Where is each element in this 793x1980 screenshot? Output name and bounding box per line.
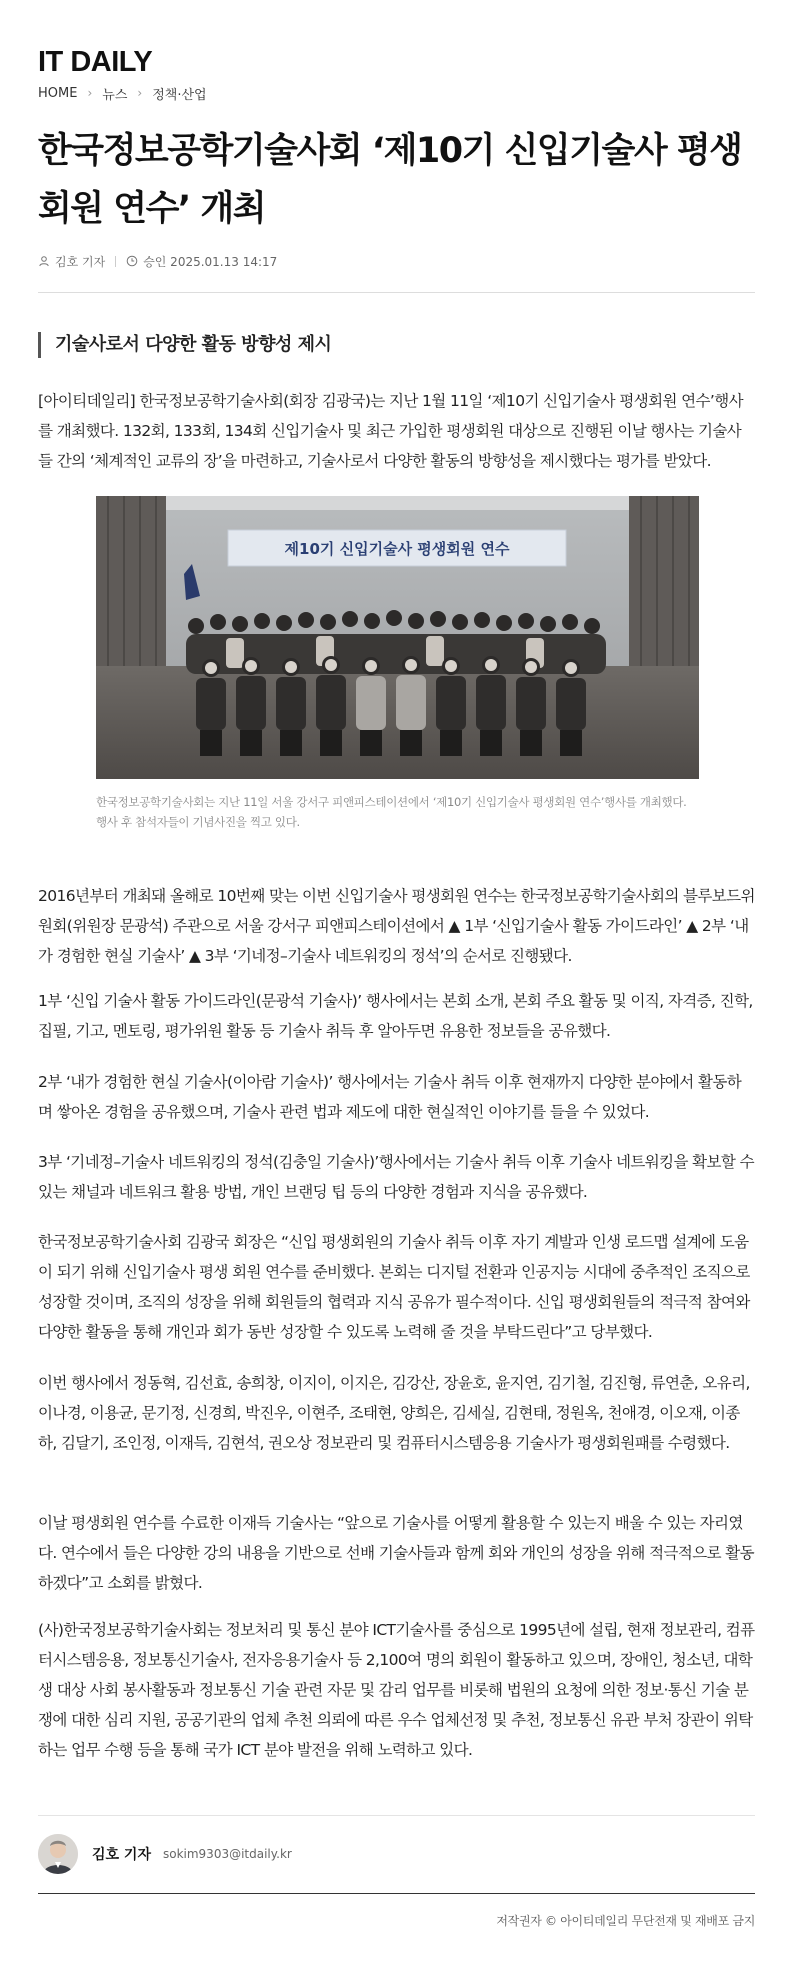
article-author[interactable]: 김호 기자: [55, 254, 106, 269]
article-meta: [38, 253, 277, 269]
paragraph-3: 1부 ‘신입 기술사 활동 가이드라인(문광석 기술사)’ 행사에서는 본회 소개, 본회 주요 활동 및 이직, 자격증, 진학, 집필, 기고, 멘토링, 평가위원 활동 등 기술사 취득 후 알아두면 유용한 정보들을 공유했다.: [38, 992, 753, 1040]
article-subtitle: 기술사로서 다양한 활동 방향성 제시: [38, 332, 331, 358]
paragraph-1: [아이티데일리] 한국정보공학기술사회(회장 김광국)는 지난 1월 11일 ‘제10기 신입기술사 평생회원 연수’행사를 개최했다. 132회, 133회, 134회 신입기술사 및 최근 가입한 평생회원 대상으로 진행된 이날 행사는 기술사들 간의 ‘체계적인 교류의 장’을 마련하고, 기술사로서 다양한 활동의 방향성을 제시했다는 평가를 받았다.: [38, 392, 743, 470]
copyright-notice: 저작권자 © 아이티데일리 무단전재 및 재배포 금지: [496, 1914, 755, 1928]
clock-icon: [126, 255, 138, 267]
chevron-right-icon: ›: [137, 86, 143, 100]
paragraph-6: 한국정보공학기술사회 김광국 회장은 “신입 평생회원의 기술사 취득 이후 자기 계발과 인생 로드맵 설계에 도움이 되기 위해 신입기술사 평생 회원 연수를 준비했다. 본회는 디지털 전환과 인공지능 시대에 중추적인 조직으로 성장할 것이며, 조직의 성장을 위해 회원들의 협력과 지식 공유가 필수적이다. 신입 평생회원들의 적극적 참여와 다양한 활동을 통해 개인과 회가 동반 성장할 수 있도록 노력해 줄 것을 부탁드린다”고 당부했다.: [38, 1233, 750, 1341]
site-logo[interactable]: IT DAILY: [38, 46, 153, 78]
divider: [38, 292, 755, 293]
reporter-box: [38, 1832, 292, 1876]
article-title: 한국정보공학기술사회 ‘제10기 신입기술사 평생회원 연수’ 개최: [38, 131, 742, 229]
divider: [38, 1815, 755, 1816]
reporter-email[interactable]: sokim9303@itdaily.kr: [162, 1847, 292, 1861]
article-approved-date: 승인 2025.01.13 14:17: [143, 254, 278, 269]
photo-caption: 한국정보공학기술사회는 지난 11일 서울 강서구 피앤피스테이션에서 ‘제10기 신입기술사 평생회원 연수’행사를 개최했다. 행사 후 참석자들이 기념사진을 찍고 있다.: [96, 795, 687, 829]
avatar-image: [38, 1834, 78, 1874]
breadcrumb: [38, 84, 207, 102]
paragraph-5: 3부 ‘기네정–기술사 네트워킹의 정석(김충일 기술사)’행사에서는 기술사 취득 이후 기술사 네트워킹을 확보할 수 있는 채널과 네트워크 활용 방법, 개인 브랜딩 팁 등의 다양한 경험과 지식을 공유했다.: [38, 1153, 754, 1201]
article-photo[interactable]: [96, 496, 699, 779]
paragraph-4: 2부 ‘내가 경험한 현실 기술사(이아람 기술사)’ 행사에서는 기술사 취득 이후 현재까지 다양한 분야에서 활동하며 쌓아온 경험을 공유했으며, 기술사 관련 법과 제도에 대한 현실적인 이야기를 들을 수 있었다.: [38, 1073, 742, 1121]
paragraph-2: 2016년부터 개최돼 올해로 10번째 맞는 이번 신입기술사 평생회원 연수는 한국정보공학기술사회의 블루보드위원회(위원장 문광석) 주관으로 서울 강서구 피앤피스테이션에서 ▲ 1부 ‘신입기술사 활동 가이드라인’ ▲ 2부 ‘내가 경험한 현실 기술사’ ▲ 3부 ‘기네정–기술사 네트워킹의 정석’의 순서로 진행됐다.: [38, 887, 755, 965]
avatar[interactable]: [38, 1834, 78, 1874]
paragraph-8: 이날 평생회원 연수를 수료한 이재득 기술사는 “앞으로 기술사를 어떻게 활용할 수 있는지 배울 수 있는 자리였다. 연수에서 들은 다양한 강의 내용을 기반으로 선배 기술사들과 함께 회와 개인의 성장을 위해 적극적으로 활동하겠다”고 소회를 밝혔다.: [38, 1514, 755, 1592]
reporter-name[interactable]: 김호 기자: [92, 1847, 151, 1863]
paragraph-9: (사)한국정보공학기술사회는 정보처리 및 통신 분야 ICT기술사를 중심으로 1995년에 설립, 현재 정보관리, 컴퓨터시스템응용, 정보통신기술사, 전자응용기술사 등 2,100여 명의 회원이 활동하고 있으며, 장애인, 청소년, 대학생 대상 사회 봉사활동과 정보통신 기술 관련 자문 및 감리 업무를 비롯해 법원의 요청에 의한 정보·통신 기술 분쟁에 대한 심리 지원, 공공기관의 업체 추천 의뢰에 따른 우수 업체선정 및 추천, 정보통신 유관 부처 장관이 위탁하는 업무 수행 등을 통해 국가 ICT 분야 발전을 위해 노력하고 있다.: [38, 1621, 755, 1759]
person-icon: [38, 255, 50, 267]
group-photo-image: [96, 496, 699, 779]
breadcrumb-news-link[interactable]: 뉴스: [102, 87, 128, 103]
breadcrumb-home-link[interactable]: HOME: [38, 85, 78, 101]
breadcrumb-section-link[interactable]: 정책·산업: [152, 87, 207, 103]
meta-divider: [115, 256, 116, 267]
banner-text: 제10기 신입기술사 평생회원 연수: [284, 540, 510, 558]
chevron-right-icon: ›: [87, 86, 93, 100]
divider: [38, 1893, 755, 1894]
paragraph-7: 이번 행사에서 정동혁, 김선효, 송희창, 이지이, 이지은, 김강산, 장윤호, 윤지연, 김기철, 김진형, 류연춘, 오유리, 이나경, 이용균, 문기정, 신경희, 박진우, 이현주, 조태현, 양희은, 김세실, 김현태, 정원옥, 천애경, 이오재, 이종하, 김달기, 조인정, 이재득, 김현석, 권오상 정보관리 및 컴퓨터시스템응용 기술사가 평생회원패를 수령했다.: [38, 1374, 750, 1452]
